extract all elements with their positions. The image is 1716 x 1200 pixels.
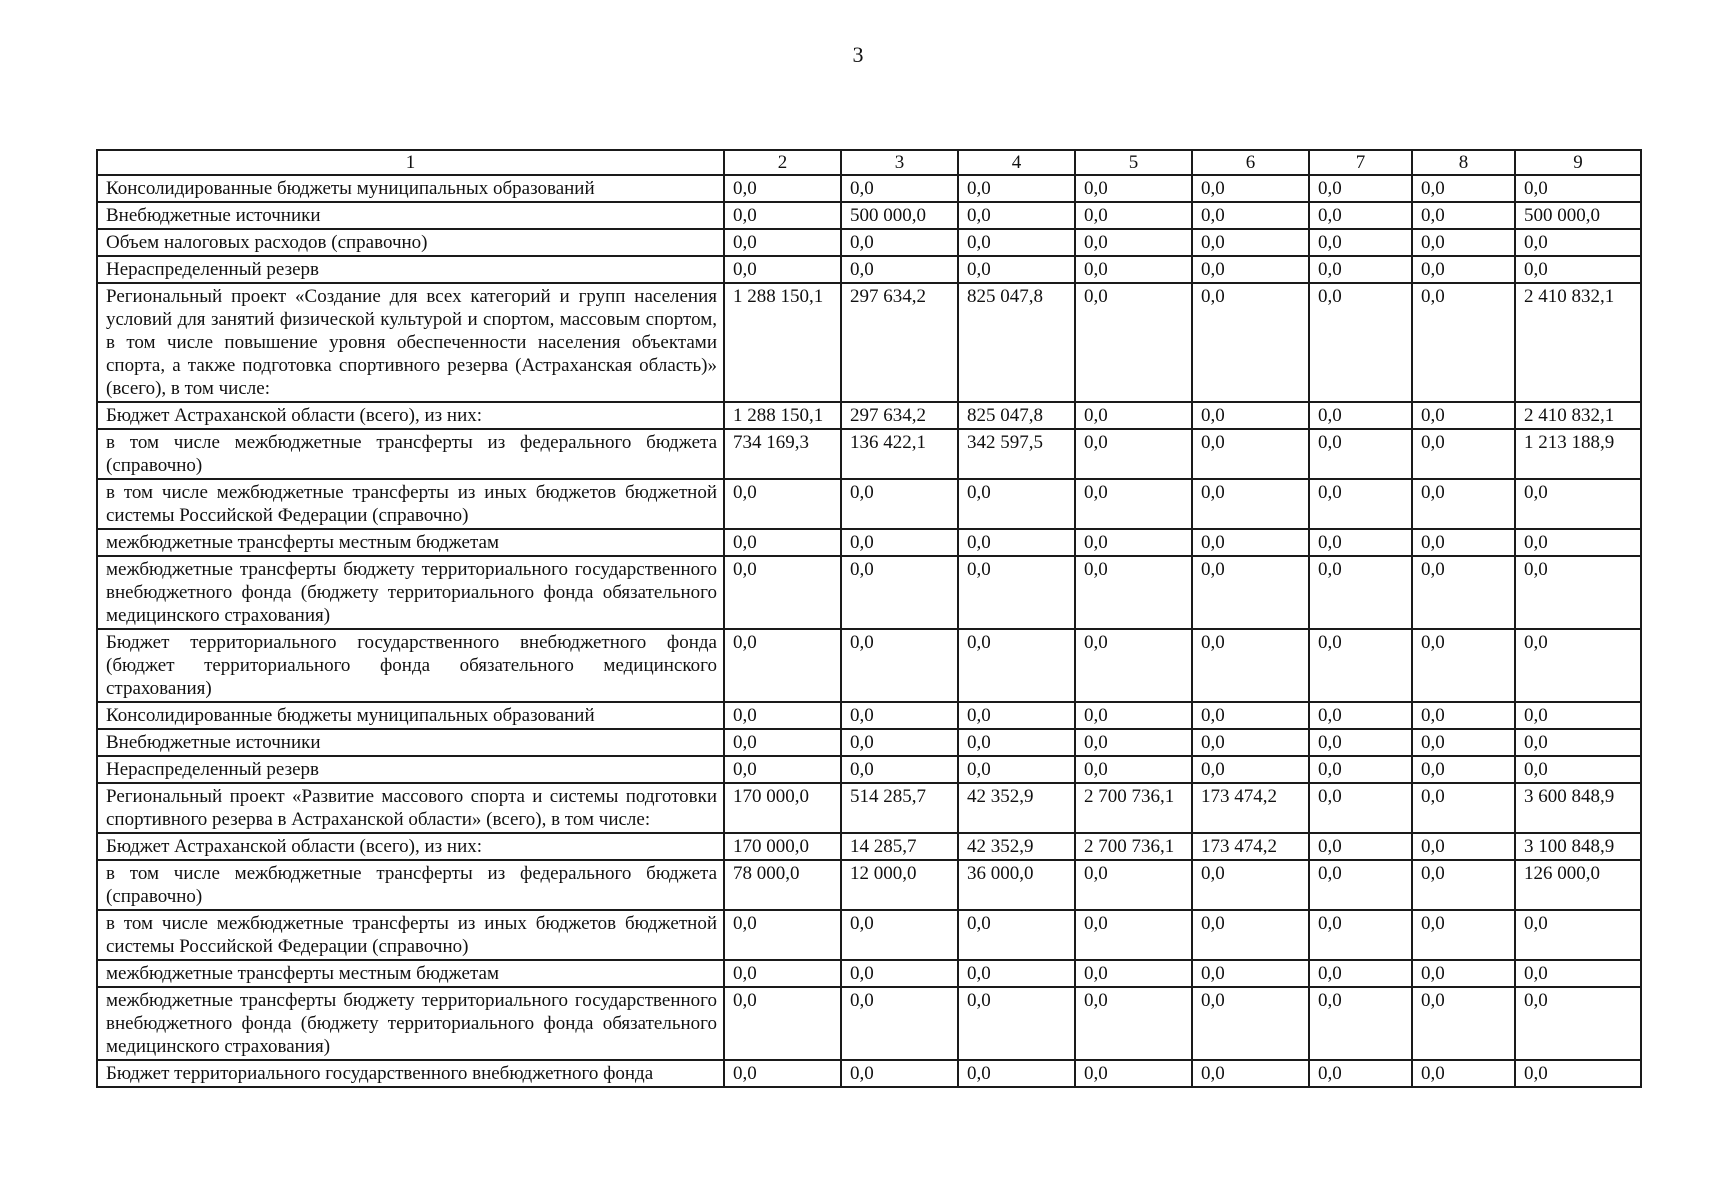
value-cell: 0,0 <box>724 1060 841 1087</box>
value-cell: 0,0 <box>958 910 1075 960</box>
row-label: Внебюджетные источники <box>97 202 724 229</box>
value-cell: 0,0 <box>724 229 841 256</box>
value-cell: 0,0 <box>958 702 1075 729</box>
value-cell: 0,0 <box>958 202 1075 229</box>
value-cell: 500 000,0 <box>1515 202 1641 229</box>
value-cell: 0,0 <box>1192 629 1309 702</box>
table-row <box>97 756 1641 783</box>
row-label: межбюджетные трансферты местным бюджетам <box>97 529 724 556</box>
value-cell: 0,0 <box>958 987 1075 1060</box>
value-cell: 1 213 188,9 <box>1515 429 1641 479</box>
value-cell: 0,0 <box>841 479 958 529</box>
value-cell: 36 000,0 <box>958 860 1075 910</box>
value-cell: 2 410 832,1 <box>1515 283 1641 402</box>
table-row <box>97 256 1641 283</box>
value-cell: 0,0 <box>1075 283 1192 402</box>
row-label: Нераспределенный резерв <box>97 756 724 783</box>
value-cell: 0,0 <box>1412 960 1515 987</box>
value-cell: 12 000,0 <box>841 860 958 910</box>
value-cell: 297 634,2 <box>841 402 958 429</box>
value-cell: 0,0 <box>1309 987 1412 1060</box>
value-cell: 0,0 <box>1412 860 1515 910</box>
value-cell: 0,0 <box>841 175 958 202</box>
value-cell: 0,0 <box>1192 556 1309 629</box>
value-cell: 0,0 <box>1309 556 1412 629</box>
value-cell: 0,0 <box>1309 960 1412 987</box>
value-cell: 0,0 <box>1075 702 1192 729</box>
value-cell: 0,0 <box>1309 256 1412 283</box>
row-label: в том числе межбюджетные трансферты из федерального бюджета (справочно) <box>97 429 724 479</box>
row-label: Внебюджетные источники <box>97 729 724 756</box>
value-cell: 0,0 <box>724 479 841 529</box>
value-cell: 0,0 <box>1075 960 1192 987</box>
page-number: 3 <box>852 42 864 67</box>
column-header-1: 1 <box>97 150 724 175</box>
value-cell: 0,0 <box>1192 702 1309 729</box>
value-cell: 0,0 <box>1309 729 1412 756</box>
value-cell: 0,0 <box>724 202 841 229</box>
column-header-8: 8 <box>1412 150 1515 175</box>
value-cell: 42 352,9 <box>958 833 1075 860</box>
value-cell: 0,0 <box>1075 556 1192 629</box>
value-cell: 0,0 <box>841 910 958 960</box>
value-cell: 170 000,0 <box>724 783 841 833</box>
value-cell: 0,0 <box>1412 256 1515 283</box>
value-cell: 0,0 <box>1309 702 1412 729</box>
value-cell: 0,0 <box>1412 833 1515 860</box>
value-cell: 1 288 150,1 <box>724 283 841 402</box>
table-row <box>97 229 1641 256</box>
value-cell: 0,0 <box>1515 175 1641 202</box>
value-cell: 136 422,1 <box>841 429 958 479</box>
value-cell: 0,0 <box>1412 987 1515 1060</box>
value-cell: 0,0 <box>724 910 841 960</box>
value-cell: 0,0 <box>1309 629 1412 702</box>
row-label: Бюджет Астраханской области (всего), из них: <box>97 402 724 429</box>
value-cell: 0,0 <box>841 256 958 283</box>
value-cell: 0,0 <box>1075 479 1192 529</box>
value-cell: 0,0 <box>1192 429 1309 479</box>
value-cell: 0,0 <box>958 229 1075 256</box>
value-cell: 0,0 <box>724 729 841 756</box>
value-cell: 0,0 <box>1412 702 1515 729</box>
row-label: Нераспределенный резерв <box>97 256 724 283</box>
value-cell: 0,0 <box>1075 629 1192 702</box>
row-label: Региональный проект «Развитие массового спорта и системы подготовки спортивного резерва в Астраханской области» (всего), в том числе: <box>97 783 724 833</box>
value-cell: 0,0 <box>1412 629 1515 702</box>
value-cell: 0,0 <box>1075 729 1192 756</box>
value-cell: 0,0 <box>1192 202 1309 229</box>
row-label: Объем налоговых расходов (справочно) <box>97 229 724 256</box>
value-cell: 0,0 <box>1515 556 1641 629</box>
value-cell: 0,0 <box>724 529 841 556</box>
value-cell: 0,0 <box>1192 860 1309 910</box>
value-cell: 0,0 <box>1192 529 1309 556</box>
value-cell: 0,0 <box>1412 283 1515 402</box>
column-header-2: 2 <box>724 150 841 175</box>
value-cell: 0,0 <box>1075 229 1192 256</box>
value-cell: 0,0 <box>958 175 1075 202</box>
row-label: межбюджетные трансферты местным бюджетам <box>97 960 724 987</box>
value-cell: 0,0 <box>1075 756 1192 783</box>
value-cell: 0,0 <box>841 229 958 256</box>
value-cell: 0,0 <box>724 702 841 729</box>
value-cell: 173 474,2 <box>1192 783 1309 833</box>
value-cell: 0,0 <box>841 729 958 756</box>
value-cell: 0,0 <box>1515 629 1641 702</box>
row-label: Бюджет территориального государственного внебюджетного фонда (бюджет территориального фонда обязательного медицинского страхования) <box>97 629 724 702</box>
value-cell: 0,0 <box>1192 756 1309 783</box>
row-label: межбюджетные трансферты бюджету территориального государственного внебюджетного фонда (бюджету территориального фонда обязательного медицинского страхования) <box>97 556 724 629</box>
table-row <box>97 429 1641 479</box>
row-label: Бюджет территориального государственного внебюджетного фонда <box>97 1060 724 1087</box>
value-cell: 0,0 <box>958 960 1075 987</box>
value-cell: 2 700 736,1 <box>1075 833 1192 860</box>
value-cell: 0,0 <box>958 479 1075 529</box>
column-header-6: 6 <box>1192 150 1309 175</box>
value-cell: 0,0 <box>958 729 1075 756</box>
value-cell: 514 285,7 <box>841 783 958 833</box>
value-cell: 3 100 848,9 <box>1515 833 1641 860</box>
value-cell: 0,0 <box>1309 783 1412 833</box>
value-cell: 297 634,2 <box>841 283 958 402</box>
value-cell: 0,0 <box>1412 1060 1515 1087</box>
value-cell: 2 700 736,1 <box>1075 783 1192 833</box>
value-cell: 0,0 <box>1075 1060 1192 1087</box>
value-cell: 0,0 <box>841 556 958 629</box>
value-cell: 0,0 <box>841 1060 958 1087</box>
row-label: в том числе межбюджетные трансферты из иных бюджетов бюджетной системы Российской Федерации (справочно) <box>97 479 724 529</box>
value-cell: 0,0 <box>958 256 1075 283</box>
table-row <box>97 910 1641 960</box>
table-row <box>97 987 1641 1060</box>
value-cell: 0,0 <box>1192 175 1309 202</box>
value-cell: 0,0 <box>1309 529 1412 556</box>
value-cell: 0,0 <box>724 556 841 629</box>
value-cell: 0,0 <box>1075 860 1192 910</box>
column-header-9: 9 <box>1515 150 1641 175</box>
value-cell: 0,0 <box>1075 987 1192 1060</box>
table-row <box>97 729 1641 756</box>
value-cell: 0,0 <box>1515 960 1641 987</box>
value-cell: 0,0 <box>1515 756 1641 783</box>
table-row <box>97 860 1641 910</box>
value-cell: 0,0 <box>1515 479 1641 529</box>
value-cell: 0,0 <box>1192 987 1309 1060</box>
table-body <box>97 175 1641 1087</box>
budget-table <box>96 149 1642 1088</box>
value-cell: 78 000,0 <box>724 860 841 910</box>
value-cell: 173 474,2 <box>1192 833 1309 860</box>
value-cell: 0,0 <box>1075 529 1192 556</box>
value-cell: 0,0 <box>1412 556 1515 629</box>
value-cell: 0,0 <box>1412 910 1515 960</box>
value-cell: 3 600 848,9 <box>1515 783 1641 833</box>
value-cell: 0,0 <box>958 1060 1075 1087</box>
value-cell: 0,0 <box>1075 402 1192 429</box>
table-row <box>97 629 1641 702</box>
value-cell: 0,0 <box>724 960 841 987</box>
value-cell: 0,0 <box>724 987 841 1060</box>
value-cell: 0,0 <box>1515 1060 1641 1087</box>
value-cell: 0,0 <box>841 960 958 987</box>
value-cell: 0,0 <box>1309 910 1412 960</box>
row-label: в том числе межбюджетные трансферты из иных бюджетов бюджетной системы Российской Федерации (справочно) <box>97 910 724 960</box>
value-cell: 0,0 <box>1412 429 1515 479</box>
value-cell: 0,0 <box>1412 229 1515 256</box>
value-cell: 0,0 <box>1309 860 1412 910</box>
value-cell: 0,0 <box>1309 429 1412 479</box>
column-header-4: 4 <box>958 150 1075 175</box>
row-label: в том числе межбюджетные трансферты из федерального бюджета (справочно) <box>97 860 724 910</box>
row-label: Бюджет Астраханской области (всего), из них: <box>97 833 724 860</box>
value-cell: 0,0 <box>958 529 1075 556</box>
value-cell: 0,0 <box>841 629 958 702</box>
value-cell: 0,0 <box>1309 833 1412 860</box>
value-cell: 0,0 <box>1075 910 1192 960</box>
value-cell: 0,0 <box>1192 283 1309 402</box>
table-row <box>97 479 1641 529</box>
value-cell: 126 000,0 <box>1515 860 1641 910</box>
value-cell: 0,0 <box>958 556 1075 629</box>
value-cell: 0,0 <box>1412 756 1515 783</box>
value-cell: 0,0 <box>1412 479 1515 529</box>
value-cell: 0,0 <box>724 629 841 702</box>
table-row <box>97 833 1641 860</box>
value-cell: 342 597,5 <box>958 429 1075 479</box>
value-cell: 14 285,7 <box>841 833 958 860</box>
table-row <box>97 702 1641 729</box>
value-cell: 0,0 <box>1192 960 1309 987</box>
value-cell: 0,0 <box>841 756 958 783</box>
value-cell: 0,0 <box>1515 987 1641 1060</box>
value-cell: 0,0 <box>1192 256 1309 283</box>
row-label: Региональный проект «Создание для всех категорий и групп населения условий для занятий физической культурой и спортом, массовым спортом, в том числе повышение уровня обеспеченности населения объектами спорта, а также подготовка спортивного резерва (Астраханская область)» (всего), в том числе: <box>97 283 724 402</box>
value-cell: 0,0 <box>1075 202 1192 229</box>
value-cell: 0,0 <box>1192 1060 1309 1087</box>
table-row <box>97 175 1641 202</box>
value-cell: 0,0 <box>1309 175 1412 202</box>
value-cell: 0,0 <box>1515 529 1641 556</box>
value-cell: 0,0 <box>1412 729 1515 756</box>
value-cell: 0,0 <box>841 702 958 729</box>
value-cell: 0,0 <box>724 175 841 202</box>
value-cell: 0,0 <box>1515 229 1641 256</box>
table-row <box>97 960 1641 987</box>
value-cell: 0,0 <box>1309 479 1412 529</box>
value-cell: 0,0 <box>841 987 958 1060</box>
value-cell: 825 047,8 <box>958 402 1075 429</box>
value-cell: 0,0 <box>1192 729 1309 756</box>
value-cell: 0,0 <box>1075 175 1192 202</box>
column-header-7: 7 <box>1309 150 1412 175</box>
value-cell: 1 288 150,1 <box>724 402 841 429</box>
table-row <box>97 202 1641 229</box>
table-header <box>97 150 1641 175</box>
table-row <box>97 556 1641 629</box>
value-cell: 0,0 <box>1515 729 1641 756</box>
value-cell: 0,0 <box>958 756 1075 783</box>
value-cell: 2 410 832,1 <box>1515 402 1641 429</box>
value-cell: 0,0 <box>958 629 1075 702</box>
value-cell: 0,0 <box>1515 702 1641 729</box>
value-cell: 0,0 <box>1412 202 1515 229</box>
value-cell: 0,0 <box>1309 283 1412 402</box>
value-cell: 170 000,0 <box>724 833 841 860</box>
value-cell: 0,0 <box>1192 402 1309 429</box>
value-cell: 0,0 <box>1309 1060 1412 1087</box>
value-cell: 0,0 <box>724 256 841 283</box>
value-cell: 0,0 <box>1192 229 1309 256</box>
column-header-5: 5 <box>1075 150 1192 175</box>
row-label: Консолидированные бюджеты муниципальных образований <box>97 702 724 729</box>
value-cell: 0,0 <box>1412 175 1515 202</box>
value-cell: 0,0 <box>1515 256 1641 283</box>
value-cell: 0,0 <box>1412 402 1515 429</box>
value-cell: 0,0 <box>841 529 958 556</box>
value-cell: 0,0 <box>1075 256 1192 283</box>
table-row <box>97 1060 1641 1087</box>
value-cell: 0,0 <box>1515 910 1641 960</box>
table-row <box>97 783 1641 833</box>
row-label: Консолидированные бюджеты муниципальных образований <box>97 175 724 202</box>
value-cell: 0,0 <box>1309 202 1412 229</box>
value-cell: 0,0 <box>1192 479 1309 529</box>
value-cell: 0,0 <box>724 756 841 783</box>
value-cell: 0,0 <box>1309 402 1412 429</box>
value-cell: 500 000,0 <box>841 202 958 229</box>
header-row <box>97 150 1641 175</box>
value-cell: 42 352,9 <box>958 783 1075 833</box>
value-cell: 0,0 <box>1309 756 1412 783</box>
value-cell: 0,0 <box>1075 429 1192 479</box>
column-header-3: 3 <box>841 150 958 175</box>
row-label: межбюджетные трансферты бюджету территориального государственного внебюджетного фонда (бюджету территориального фонда обязательного медицинского страхования) <box>97 987 724 1060</box>
table-row <box>97 529 1641 556</box>
table-row <box>97 283 1641 402</box>
table-row <box>97 402 1641 429</box>
value-cell: 825 047,8 <box>958 283 1075 402</box>
value-cell: 0,0 <box>1309 229 1412 256</box>
value-cell: 0,0 <box>1192 910 1309 960</box>
value-cell: 734 169,3 <box>724 429 841 479</box>
value-cell: 0,0 <box>1412 529 1515 556</box>
value-cell: 0,0 <box>1412 783 1515 833</box>
